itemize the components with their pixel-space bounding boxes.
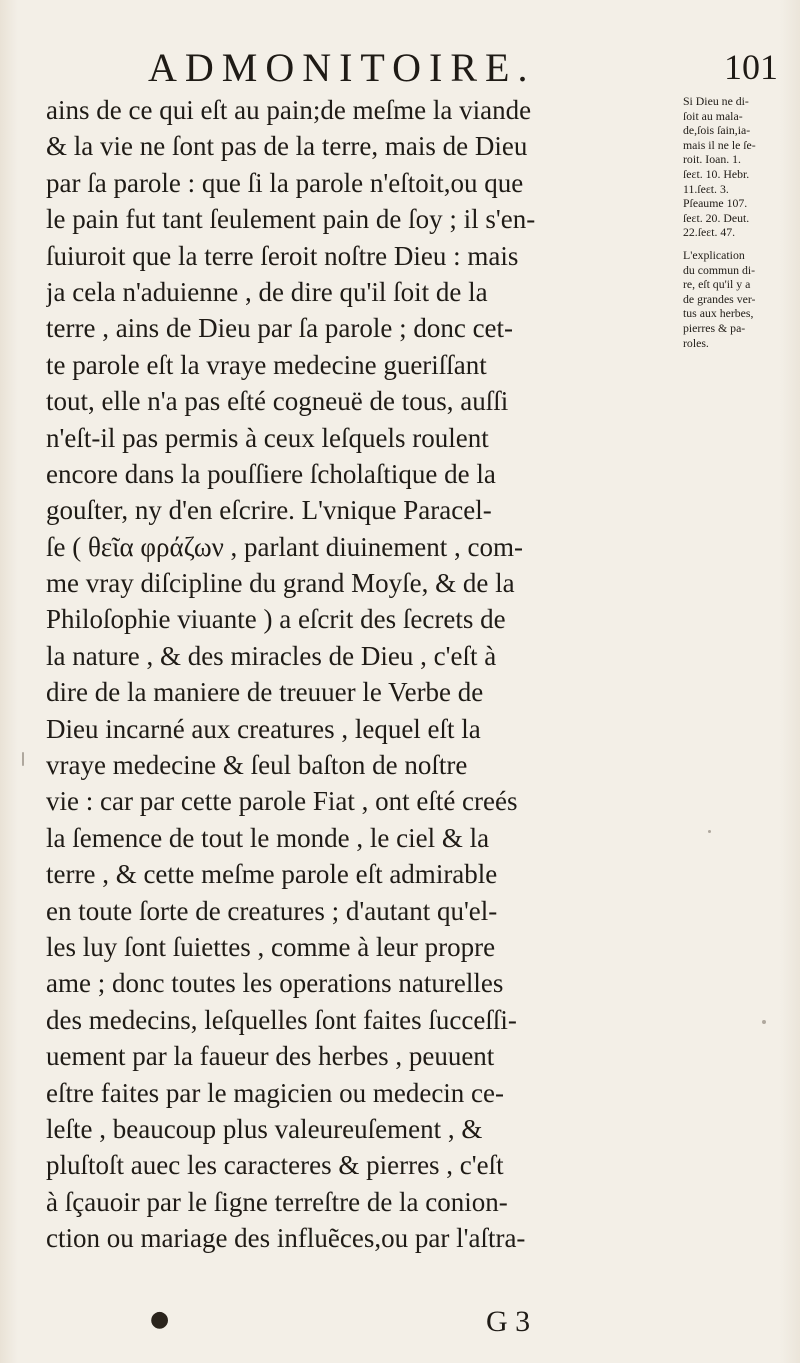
text-line: le pain fut tant ſeulement pain de ſoy ; il s'en- [46, 204, 536, 235]
text-line: ains de ce qui eſt au pain;de meſme la viande [46, 95, 532, 125]
text-line: à ſçauoir par le ſigne terreſtre de la conion- [46, 1186, 508, 1217]
marginal-note-line: ſoit au mala- [683, 108, 743, 123]
marginal-note-line: de grandes ver- [683, 291, 756, 306]
marginal-note-line: roit. Ioan. 1. [683, 152, 741, 167]
text-line: ja cela n'aduienne , de dire qu'il ſoit de la [46, 276, 488, 307]
text-line: les luy ſont ſuiettes , comme à leur propre [46, 931, 496, 962]
marginal-note-line: Si Dieu ne di- [683, 94, 749, 108]
marginal-note-line: roles. [683, 335, 709, 350]
marginal-note-line: 11.ſeɛt. 3. [683, 181, 729, 196]
text-line: ction ou mariage des influẽces,ou par l'aſtra- [46, 1223, 526, 1254]
text-line: ſe ( θεῖα φράζων , parlant diuinement , com- [46, 531, 523, 562]
text-line: uement par la faueur des herbes , peuuent [46, 1041, 495, 1072]
main-text-block [46, 92, 686, 1257]
text-line: Dieu incarné aux creatures , lequel eſt la [46, 713, 481, 744]
marginal-note-line: re, eſt qu'il y a [683, 277, 751, 292]
marginal-note-line: de,ſois ſain,ia- [683, 123, 751, 138]
text-line: eſtre faites par le magicien ou medecin ce- [46, 1077, 505, 1108]
text-line: gouſter, ny d'en eſcrire. L'vnique Paracel- [46, 495, 492, 526]
marginal-note-line: 22.ſeɛt. 47. [683, 225, 736, 240]
text-line: encore dans la pouſſiere ſcholaſtique de la [46, 458, 496, 489]
text-line: terre , ains de Dieu par ſa parole ; donc cet- [46, 313, 514, 344]
text-line: pluſtoſt auec les caracteres & pierres , c'eſt [46, 1150, 504, 1181]
marginal-note-line: du commun di- [683, 262, 756, 277]
page-number: 101 [724, 47, 778, 87]
running-title: ADMONITOIRE. [148, 45, 536, 90]
paper-speck [708, 830, 711, 833]
marginal-note-line: pierres & pa- [683, 320, 746, 335]
marginal-note-line: mais il ne le ſe- [683, 137, 756, 152]
marginal-note-line: ſeɛt. 10. Hebr. [683, 166, 750, 181]
text-line: n'eſt-il pas permis à ceux leſquels roulent [46, 422, 489, 453]
text-line: la ſemence de tout le monde , le ciel & la [46, 822, 490, 853]
paper-speck [762, 1020, 766, 1024]
text-line: dire de la maniere de treuuer le Verbe de [46, 677, 484, 708]
marginal-note-line: L'explication [683, 247, 745, 262]
text-line: & la vie ne ſont pas de la terre, mais de Dieu [46, 131, 528, 162]
text-line: tout, elle n'a pas eſté cogneuë de tous, auſſi [46, 386, 509, 417]
signature-mark: G 3 [486, 1305, 531, 1338]
marginal-note-line: Pſeaume 107. [683, 196, 748, 211]
text-line: Philoſophie viuante ) a eſcrit des ſecrets de [46, 604, 506, 635]
marginal-note-line: tus aux herbes, [683, 306, 754, 321]
marginal-note-line: ſeɛt. 20. Deut. [683, 210, 750, 225]
text-line: la nature , & des miracles de Dieu , c'eſt à [46, 640, 497, 671]
paper-speck [22, 752, 24, 766]
text-line: ame ; donc toutes les operations naturelles [46, 968, 504, 999]
text-line: terre , & cette meſme parole eſt admirable [46, 859, 498, 890]
text-line: te parole eſt la vraye medecine gueriſſant [46, 349, 487, 380]
text-line: en toute ſorte de creatures ; d'autant qu'el- [46, 895, 498, 926]
text-line: par ſa parole : que ſi la parole n'eſtoit,ou que [46, 167, 524, 198]
text-line: me vray diſcipline du grand Moyſe, & de la [46, 568, 515, 599]
text-line: vie : car par cette parole Fiat , ont eſté creés [46, 786, 518, 817]
text-line: vraye medecine & ſeul baſton de noſtre [46, 750, 468, 781]
text-line: leſte , beaucoup plus valeureuſement , & [46, 1113, 483, 1144]
text-line: des medecins, leſquelles ſont faites ſucceſſi- [46, 1004, 517, 1035]
text-line: ſuiuroit que la terre ſeroit noſtre Dieu : mais [46, 240, 519, 271]
marginal-notes [683, 94, 799, 350]
printers-ornament-icon: ● [150, 1307, 170, 1332]
